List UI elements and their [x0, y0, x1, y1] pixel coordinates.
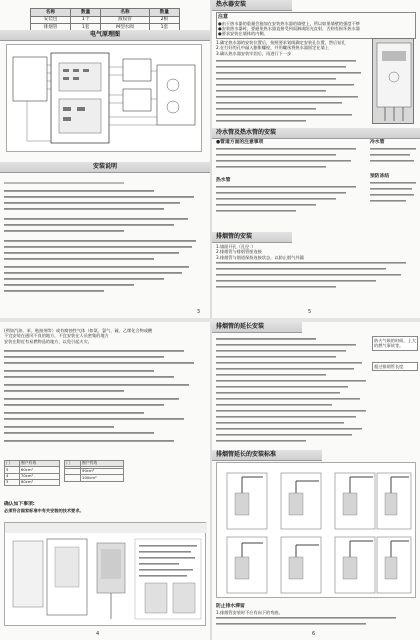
table-row: 安装包 1个 波纹管 2根	[31, 16, 180, 24]
page-number: 3	[196, 308, 200, 315]
side-notes: 冷水管 预防冻结	[370, 138, 418, 213]
table-row: 排烟管 1套 M型水阀 1套	[31, 24, 180, 32]
prevent-drain-section: 防止排水滞留 1.排烟管安装时不应有向下的弯曲。	[216, 602, 416, 634]
caution-box: 注意 ●由于热水器的重量会施加在安装热水器的墙壁上，所以如果墙壁的强度不够 ●安装热水器时，要避免热水器直接受到雨淋或阳光直射，否则有损坏热水器 ●要求安装在墙体的内侧。	[216, 12, 416, 39]
parts-table	[30, 8, 180, 32]
extension-drawing	[217, 463, 417, 599]
fold-divider	[0, 318, 420, 322]
extension-standard-title: 排烟管延长的安装标准	[212, 450, 322, 461]
installation-illustration	[4, 522, 206, 626]
page-4	[0, 322, 210, 640]
extension-diagrams	[216, 462, 416, 598]
ventilation-table-right: 门 窗户有效 90cm² 100cm²	[64, 460, 124, 482]
electrical-diagram-title: 电气原理图	[0, 30, 210, 41]
water-heater-image	[372, 38, 414, 124]
ventilation-table-left: 门 窗户有效 5 60cm² 4 70cm² 3 80cm²	[4, 460, 60, 486]
table-row: 5 60cm²	[5, 467, 60, 473]
table-row: 100cm²	[65, 475, 124, 481]
text-placeholder-lines	[216, 184, 366, 218]
caution-label: 注意	[218, 14, 229, 20]
table-row: 4 70cm²	[5, 473, 60, 479]
text-placeholder-lines	[216, 336, 372, 446]
text-placeholder-lines	[370, 146, 418, 170]
text-placeholder-lines	[216, 56, 366, 128]
install-steps: 1.确定热水器的安装位置后，按照要求划线确定安装孔位置，然后钻孔 2.在打好的孔中敲入膨胀螺栓，并用螺丝将热水器固定在墙上 3.确认热水器安装牢固后，再进行下一步	[216, 40, 366, 131]
page-number: 4	[96, 630, 100, 637]
confirm-body: 必须符合国家标准中有关安装的技术要求。	[4, 507, 84, 513]
exhaust-install-title: 排烟管的安装	[212, 232, 292, 243]
page-3	[0, 0, 210, 318]
exhaust-steps: 1.墙面开孔（孔径：） 2.排烟管与排烟管座连接 3.排烟管与烟道保持连接状态，以防止烟气外漏	[216, 244, 416, 303]
safety-text: (例如汽油、苯、粘接剂等）或有腐蚀性气体（如氨、氯气、硫、乙烯化合物或酸 不宜安装在通风不良的地方，不宜安装在人员密集的地方 安装在附近有易燃物品的地方，以免引起火灾。	[4, 328, 153, 344]
text-placeholder-lines	[4, 188, 206, 298]
page-number: 5	[308, 308, 312, 315]
text-placeholder-lines	[4, 348, 206, 448]
table-row: 3 80cm²	[5, 479, 60, 485]
table-row: 90cm²	[65, 468, 124, 474]
text-placeholder-lines	[370, 180, 418, 210]
pipe-install-title: 冷水管及热水管的安装	[212, 128, 420, 139]
install-instructions-title: 安装说明	[0, 162, 210, 173]
water-heater-install-title: 热水器安装	[212, 0, 292, 11]
text-placeholder-lines	[216, 146, 366, 174]
exhaust-extension-title: 排烟管的延长安装	[212, 322, 302, 333]
fire-warning-box: 防火气候的时候，上大的燃气事故等。	[372, 336, 418, 351]
install-text-block	[4, 180, 206, 301]
confirm-title: 确认如下事项:	[4, 502, 35, 507]
parts-table-header: 名称 数量 名称 数量	[31, 9, 180, 17]
install-text-lines	[4, 182, 206, 184]
installation-drawing	[5, 523, 207, 627]
text-placeholder-lines	[216, 615, 416, 631]
schematic-drawing	[7, 45, 203, 153]
text-placeholder-lines	[216, 260, 416, 300]
electrical-schematic	[6, 44, 202, 152]
length-warning-box: 超过排烟管长度	[372, 362, 418, 371]
page-5	[212, 0, 420, 318]
page-6	[212, 322, 420, 640]
pipe-notes: ●管道方面的注意事项 热水管	[216, 138, 366, 221]
heater-drawing	[373, 39, 415, 125]
page-number: 6	[312, 630, 316, 637]
